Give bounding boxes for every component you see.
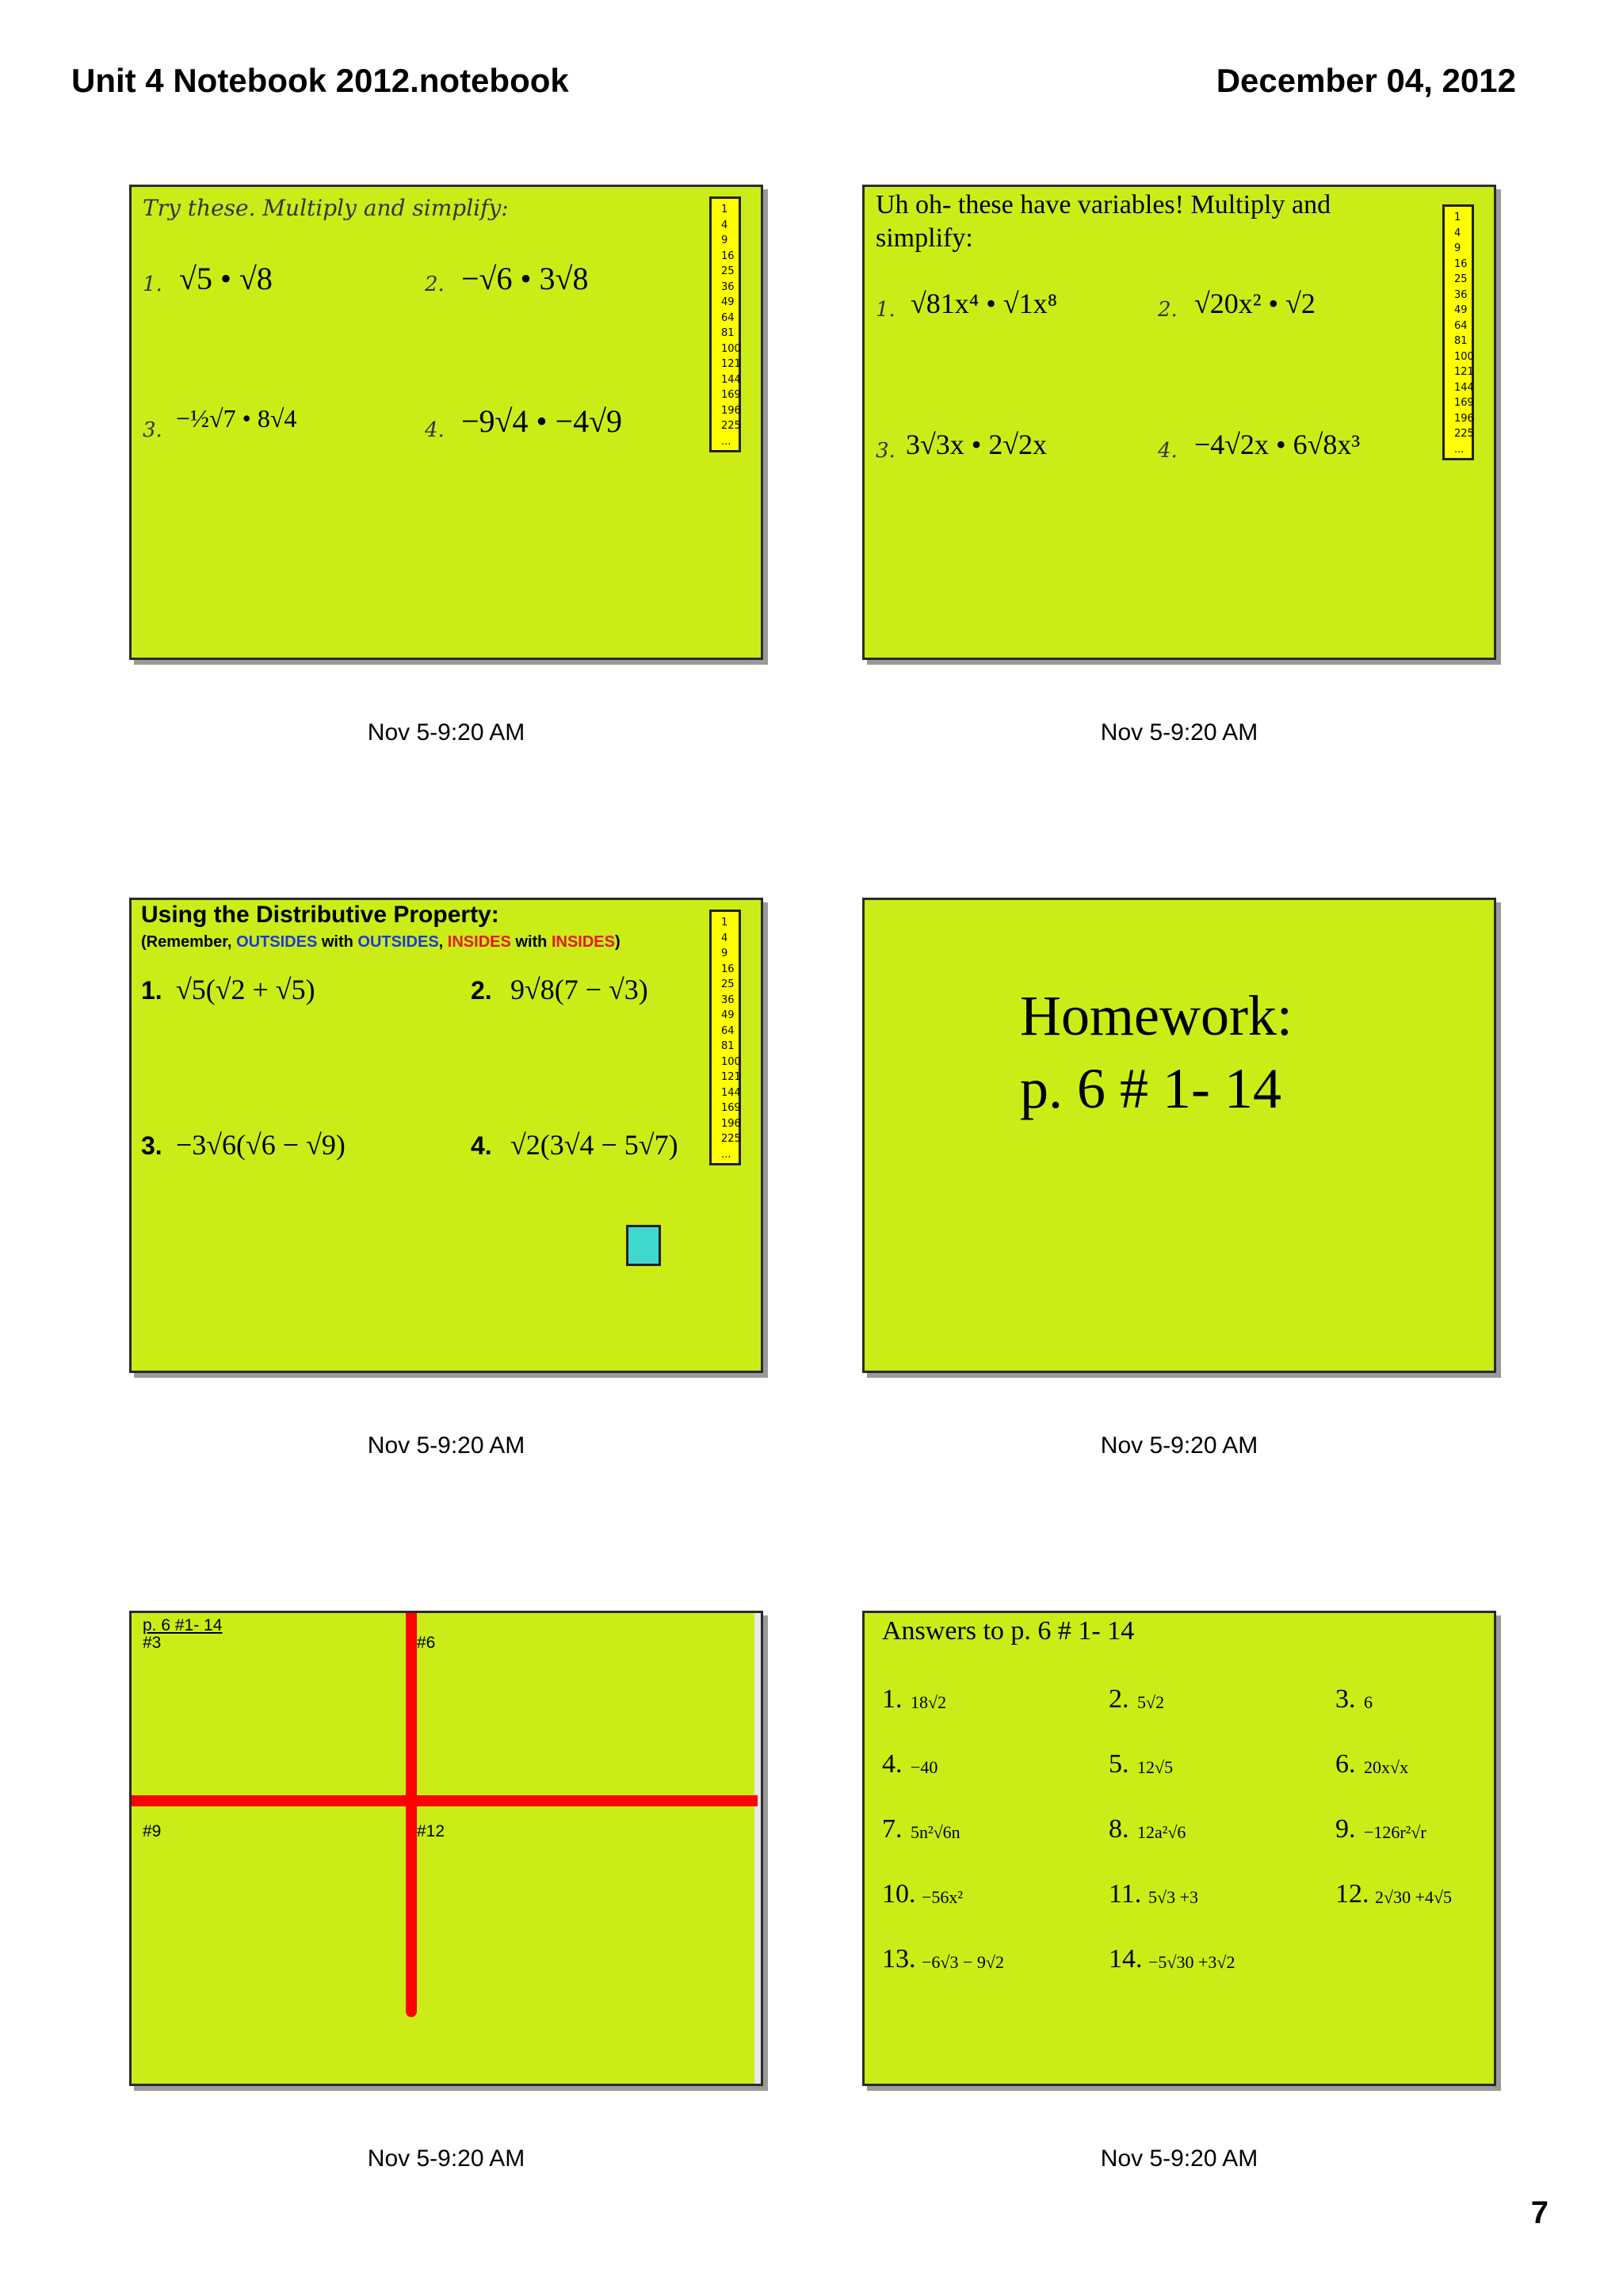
answer-value: 12√5	[1137, 1757, 1174, 1777]
square-number: 49	[721, 296, 735, 308]
square-number: 81	[721, 1040, 735, 1052]
square-number: 9	[721, 235, 728, 246]
homework-assignment: p. 6 # 1- 14	[1020, 1057, 1281, 1120]
slide-distributive	[129, 898, 763, 1373]
problem-number: 3.	[141, 1131, 162, 1160]
square-number: 196	[721, 404, 741, 417]
answer-value: −6√3 − 9√2	[922, 1952, 1004, 1972]
square-number: 100	[721, 1055, 741, 1068]
square-number: 4	[721, 219, 728, 231]
square-number: 16	[721, 963, 735, 975]
vertical-divider	[406, 1613, 417, 2017]
problem-number: 1.	[876, 298, 896, 322]
square-number: 1	[721, 204, 728, 215]
problem-expression: 9√8(7 − √3)	[510, 974, 648, 1005]
notebook-title: Unit 4 Notebook 2012.notebook	[71, 62, 569, 99]
square-number: 169	[721, 389, 741, 401]
answer-number: 10.	[882, 1879, 916, 1909]
problem-expression: √5(√2 + √5)	[176, 974, 315, 1005]
answer-value: 5√2	[1137, 1692, 1165, 1712]
answer-number: 9.	[1335, 1814, 1356, 1844]
square-number: 196	[721, 1117, 741, 1130]
square-number: 144	[721, 373, 741, 386]
square-number: 25	[721, 978, 735, 990]
answer-value: 5√3 +3	[1148, 1887, 1198, 1907]
answer-number: 3.	[1335, 1684, 1356, 1714]
answer-value: 18√2	[911, 1692, 947, 1712]
problem-number: 2.	[471, 976, 492, 1005]
problem-number: 4.	[425, 418, 445, 442]
square-number: 49	[721, 1009, 735, 1021]
answer-number: 4.	[882, 1749, 903, 1779]
problem-expression: −½√7 • 8√4	[176, 404, 297, 433]
square-number: 121	[721, 358, 741, 370]
answer-number: 6.	[1335, 1749, 1356, 1779]
slide-caption: Nov 5-9:20 AM	[1100, 719, 1258, 746]
grid-title: p. 6 #1- 14	[143, 1616, 223, 1634]
slide-title: Try these. Multiply and simplify:	[143, 195, 509, 221]
square-number: 4	[721, 932, 728, 944]
square-number: 1	[721, 917, 728, 929]
slide-caption: Nov 5-9:20 AM	[367, 1432, 525, 1459]
answer-number: 12.	[1335, 1879, 1369, 1909]
grid-label: #3	[143, 1634, 162, 1652]
answer-number: 5.	[1109, 1749, 1129, 1779]
perfect-squares-list	[709, 910, 741, 1165]
grid-label: #12	[417, 1822, 445, 1840]
problem-number: 3.	[876, 439, 896, 463]
square-number: 144	[721, 1086, 741, 1099]
square-number: 64	[721, 1024, 735, 1037]
problem-expression: −9√4 • −4√9	[461, 403, 623, 439]
answer-value: −126r²√r	[1364, 1822, 1426, 1842]
square-number: 16	[721, 250, 735, 262]
slide-title: Using the Distributive Property:	[141, 902, 499, 928]
square-number: 81	[1454, 335, 1468, 347]
slide-title: Uh oh- these have variables! Multiply and simplify:	[876, 190, 1331, 253]
square-number: 64	[721, 311, 735, 324]
square-number: 9	[721, 948, 728, 959]
answer-value: 20x√x	[1364, 1757, 1409, 1777]
square-number: 9	[1454, 242, 1461, 254]
answer-number: 11.	[1109, 1879, 1142, 1909]
slide-caption: Nov 5-9:20 AM	[367, 2145, 525, 2172]
slide-try-these	[129, 185, 763, 660]
homework-title: Homework:	[1020, 984, 1293, 1047]
answer-number: 8.	[1109, 1814, 1129, 1844]
perfect-squares-list	[1442, 204, 1474, 460]
problem-number: 4.	[471, 1131, 492, 1160]
answer-number: 2.	[1109, 1684, 1129, 1714]
square-number: 49	[1454, 304, 1468, 316]
problem-expression: √2(3√4 − 5√7)	[510, 1129, 678, 1161]
square-number: 4	[1454, 227, 1461, 239]
square-number: 81	[721, 327, 735, 339]
problem-expression: −4√2x • 6√8x³	[1194, 429, 1361, 460]
square-number: 36	[721, 280, 735, 293]
answer-value: −56x²	[922, 1887, 964, 1907]
slide-subtitle: (Remember, OUTSIDES with OUTSIDES, INSIDES with INSIDES)	[141, 933, 621, 951]
problem-number: 3.	[143, 418, 162, 442]
answer-value: −5√30 +3√2	[1148, 1952, 1235, 1972]
square-number: 16	[1454, 257, 1468, 270]
square-number: 25	[721, 265, 735, 277]
square-number: 144	[1454, 381, 1474, 394]
answer-value: 6	[1364, 1692, 1373, 1712]
square-number: 100	[721, 342, 741, 355]
answer-number: 13.	[882, 1944, 916, 1974]
slide-caption: Nov 5-9:20 AM	[1100, 2145, 1258, 2172]
slide-caption: Nov 5-9:20 AM	[1100, 1432, 1258, 1459]
square-number: 169	[721, 1102, 741, 1114]
square-number: 225	[1454, 428, 1474, 440]
problem-expression: √81x⁴ • √1x⁸	[911, 288, 1058, 319]
square-number: 196	[1454, 412, 1474, 425]
problem-expression: 3√3x • 2√2x	[906, 429, 1048, 460]
problem-number: 4.	[1158, 439, 1178, 463]
square-number: 225	[721, 420, 741, 432]
problem-number: 1.	[143, 273, 162, 296]
notebook-date: December 04, 2012	[1216, 62, 1516, 99]
square-number: ...	[721, 1148, 731, 1161]
square-number: 169	[1454, 397, 1474, 409]
square-number: 225	[721, 1133, 741, 1145]
slide-work-grid	[129, 1611, 763, 2086]
horizontal-divider	[132, 1795, 758, 1806]
problem-expression: −√6 • 3√8	[461, 261, 589, 296]
page-number: 7	[1530, 2195, 1549, 2230]
grid-label: #9	[143, 1822, 162, 1840]
problem-expression: −3√6(√6 − √9)	[176, 1129, 346, 1161]
square-number: 121	[1454, 366, 1474, 378]
square-number: 1	[1454, 212, 1461, 223]
answer-number: 7.	[882, 1814, 903, 1844]
answer-value: −40	[911, 1757, 938, 1777]
slide-homework	[862, 898, 1496, 1373]
answers-title: Answers to p. 6 # 1- 14	[882, 1616, 1135, 1646]
problem-number: 2.	[425, 273, 445, 296]
problem-number: 1.	[141, 976, 162, 1005]
square-number: 121	[721, 1071, 741, 1083]
problem-expression: √20x² • √2	[1194, 288, 1316, 319]
answer-value: 12a²√6	[1137, 1822, 1186, 1842]
square-number: 25	[1454, 273, 1468, 285]
answer-value: 5n²√6n	[911, 1822, 960, 1842]
problem-number: 2.	[1158, 298, 1178, 322]
square-number: 36	[721, 994, 735, 1006]
slide-variables	[862, 185, 1496, 660]
square-number: 64	[1454, 319, 1468, 332]
answer-number: 1.	[882, 1684, 903, 1714]
square-number: 100	[1454, 350, 1474, 363]
square-number: ...	[721, 435, 731, 448]
slide-caption: Nov 5-9:20 AM	[367, 719, 525, 746]
problem-expression: √5 • √8	[179, 261, 273, 296]
answer-number: 14.	[1109, 1944, 1143, 1974]
grid-label: #6	[417, 1634, 436, 1652]
square-number: 36	[1454, 288, 1468, 301]
answer-value: 2√30 +4√5	[1375, 1887, 1453, 1907]
perfect-squares-list	[709, 196, 741, 452]
slide-answers	[862, 1611, 1496, 2086]
square-number: ...	[1454, 443, 1465, 456]
cyan-box[interactable]	[626, 1225, 661, 1266]
